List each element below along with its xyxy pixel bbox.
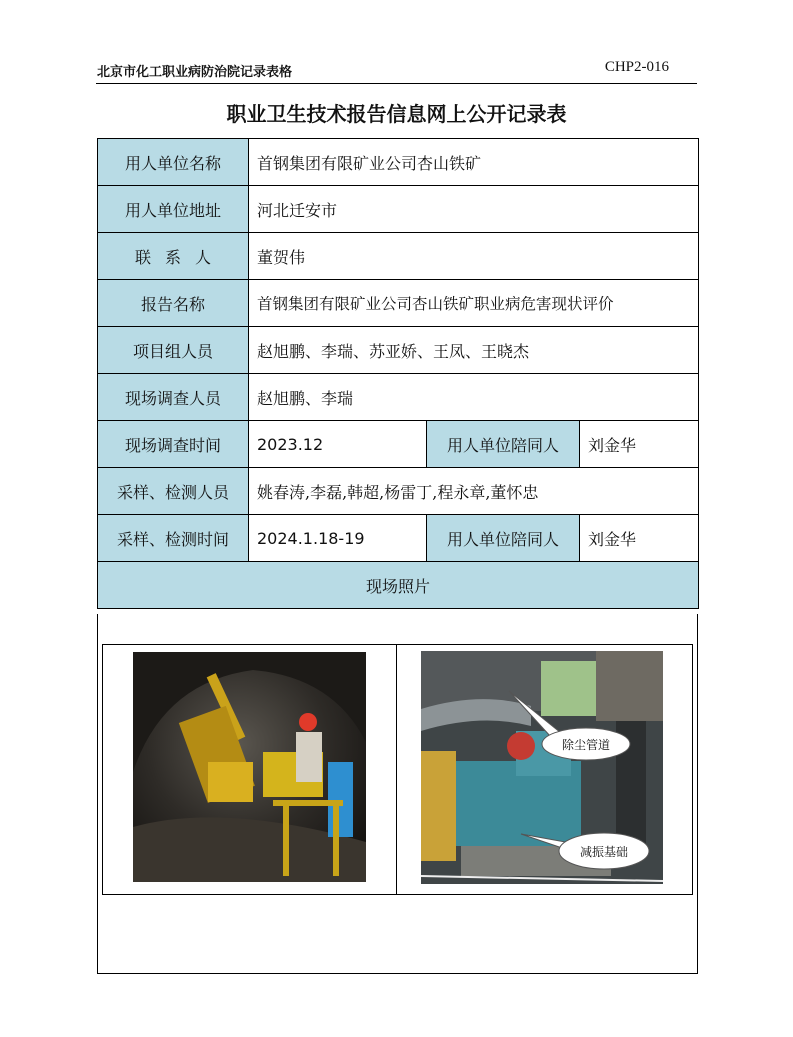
label-contact: 联系人 xyxy=(98,233,249,280)
photos-section-label: 现场照片 xyxy=(98,562,699,609)
row-employer-name xyxy=(98,139,699,186)
page-title: 职业卫生技术报告信息网上公开记录表 xyxy=(226,102,567,126)
row-survey-staff xyxy=(98,374,699,421)
header-rule xyxy=(96,83,697,84)
photo-frame xyxy=(102,644,693,895)
photo-dust-duct xyxy=(421,651,663,884)
row-sampling-time xyxy=(98,515,699,562)
photos-area xyxy=(97,614,698,974)
row-contact xyxy=(98,233,699,280)
form-header-org: 北京市化工职业病防治院记录表格 xyxy=(97,65,293,80)
value-survey-time: 2023.12 xyxy=(249,421,427,468)
row-report-name xyxy=(98,280,699,327)
record-table xyxy=(97,138,699,609)
value-survey-staff: 赵旭鹏、李瑞 xyxy=(249,374,699,421)
value-sampling-staff: 姚春涛,李磊,韩超,杨雷丁,程永章,董怀忠 xyxy=(249,468,699,515)
label-sampling-companion: 用人单位陪同人 xyxy=(427,515,580,562)
label-sampling-staff: 采样、检测人员 xyxy=(98,468,249,515)
callout-vibration-base: 减振基础 xyxy=(579,845,629,859)
value-report-name: 首钢集团有限矿业公司杏山铁矿职业病危害现状评价 xyxy=(249,280,699,327)
value-sampling-time: 2024.1.18-19 xyxy=(249,515,427,562)
row-project-team xyxy=(98,327,699,374)
callout-dust-duct: 除尘管道 xyxy=(561,738,611,752)
photo-drilling-rig xyxy=(133,652,366,882)
value-project-team: 赵旭鹏、李瑞、苏亚娇、王凤、王晓杰 xyxy=(249,327,699,374)
label-project-team: 项目组人员 xyxy=(98,327,249,374)
label-survey-companion: 用人单位陪同人 xyxy=(427,421,580,468)
label-survey-time: 现场调查时间 xyxy=(98,421,249,468)
row-survey-time xyxy=(98,421,699,468)
value-survey-companion: 刘金华 xyxy=(580,421,699,468)
row-photos-header xyxy=(98,562,699,609)
value-contact: 董贺伟 xyxy=(249,233,699,280)
row-employer-address xyxy=(98,186,699,233)
form-code: CHP2-016 xyxy=(604,59,669,75)
row-sampling-staff xyxy=(98,468,699,515)
value-employer-address: 河北迁安市 xyxy=(249,186,699,233)
label-employer-address: 用人单位地址 xyxy=(98,186,249,233)
label-sampling-time: 采样、检测时间 xyxy=(98,515,249,562)
label-report-name: 报告名称 xyxy=(98,280,249,327)
label-survey-staff: 现场调查人员 xyxy=(98,374,249,421)
photo-divider xyxy=(396,645,397,894)
label-employer-name: 用人单位名称 xyxy=(98,139,249,186)
value-employer-name: 首钢集团有限矿业公司杏山铁矿 xyxy=(249,139,699,186)
value-sampling-companion: 刘金华 xyxy=(580,515,699,562)
